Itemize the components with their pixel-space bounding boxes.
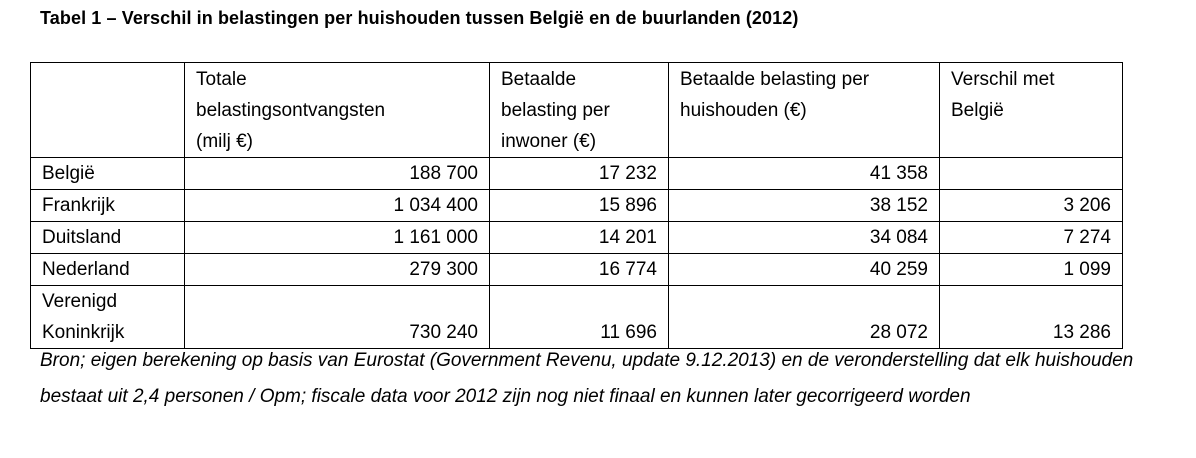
total-revenue-cell: 730 240: [185, 286, 490, 349]
difference-cell: [940, 158, 1123, 190]
per-inhabitant-cell: 11 696: [490, 286, 669, 349]
difference-cell: 1 099: [940, 254, 1123, 286]
table-row: [31, 254, 1123, 286]
per-household-cell: 34 084: [669, 222, 940, 254]
total-revenue-cell: 279 300: [185, 254, 490, 286]
difference-cell: 13 286: [940, 286, 1123, 349]
per-household-cell: 38 152: [669, 190, 940, 222]
total-revenue-cell: 188 700: [185, 158, 490, 190]
country-cell: Duitsland: [31, 222, 185, 254]
table-header-row: [31, 63, 1123, 158]
per-inhabitant-cell: 15 896: [490, 190, 669, 222]
per-inhabitant-cell: 14 201: [490, 222, 669, 254]
per-inhabitant-cell: 16 774: [490, 254, 669, 286]
header-per-household: Betaalde belasting per huishouden (€): [669, 63, 940, 158]
total-revenue-cell: 1 034 400: [185, 190, 490, 222]
header-total-revenue: Totale belastingsontvangsten (milj €): [185, 63, 490, 158]
difference-cell: 3 206: [940, 190, 1123, 222]
per-household-cell: 40 259: [669, 254, 940, 286]
source-note: Bron; eigen berekening op basis van Eurostat (Government Revenu, update 9.12.2013) en de veronderstelling dat elk huishouden bestaat uit 2,4 personen / Opm; fiscale data voor 2012 zijn nog niet finaal en kunnen later gecorrigeerd worden: [40, 350, 1134, 407]
table-row: [31, 190, 1123, 222]
per-household-cell: 41 358: [669, 158, 940, 190]
per-inhabitant-cell: 17 232: [490, 158, 669, 190]
header-country: [31, 63, 185, 158]
table-row: [31, 286, 1123, 349]
difference-cell: 7 274: [940, 222, 1123, 254]
country-cell: Nederland: [31, 254, 185, 286]
total-revenue-cell: 1 161 000: [185, 222, 490, 254]
per-household-cell: 28 072: [669, 286, 940, 349]
country-cell: Frankrijk: [31, 190, 185, 222]
header-difference: Verschil met België: [940, 63, 1123, 158]
table-row: [31, 158, 1123, 190]
tax-comparison-table: [30, 62, 1123, 349]
header-per-inhabitant: Betaalde belasting per inwoner (€): [490, 63, 669, 158]
country-cell: België: [31, 158, 185, 190]
table-row: [31, 222, 1123, 254]
country-cell: Verenigd Koninkrijk: [31, 286, 185, 349]
table-title: Tabel 1 – Verschil in belastingen per huishouden tussen België en de buurlanden (2012): [40, 8, 799, 28]
